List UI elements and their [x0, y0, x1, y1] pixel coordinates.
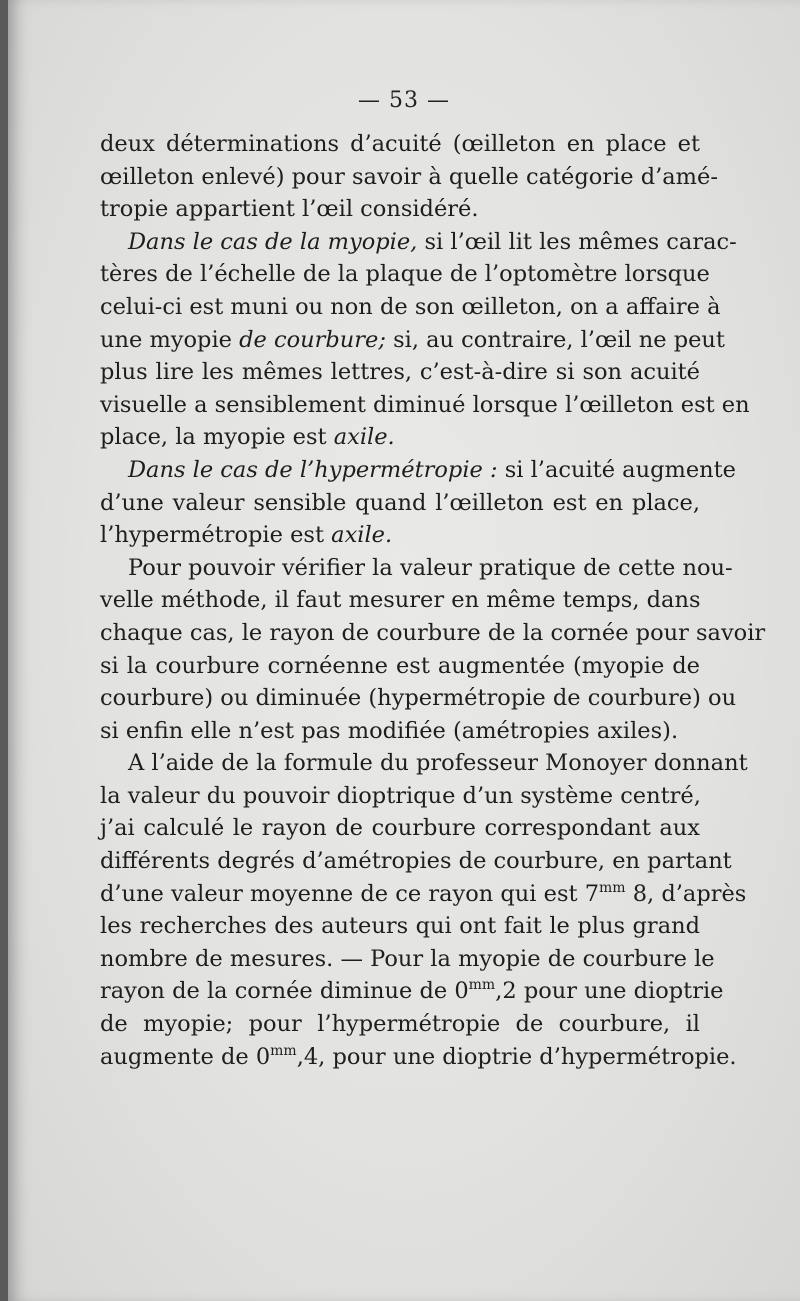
text-span: l’hypermétropie est — [100, 522, 332, 549]
text-line: A l’aide de la formule du professeur Monoyer donnant — [128, 750, 748, 777]
text-line — [100, 519, 700, 552]
text-line: Pour pouvoir vérifier la valeur pratique de cette nou- — [128, 554, 733, 581]
text-line: plus lire les mêmes lettres, c’est-à-dire si son acuité — [100, 359, 700, 386]
text-line: chaque cas, le rayon de courbure de la cornée pour savoir — [100, 619, 766, 646]
italic-phrase: Dans le cas de l’hypermétropie : — [128, 456, 498, 483]
text-line: visuelle a sensiblement diminué lorsque l’œilleton est en — [100, 391, 750, 418]
italic-phrase: axile. — [331, 522, 393, 549]
text-span: augmente de 0 — [100, 1043, 271, 1070]
text-line: si la courbure cornéenne est augmentée (myopie de — [100, 652, 700, 679]
superscript-unit: mm — [270, 1042, 297, 1059]
italic-phrase: axile. — [333, 424, 395, 451]
text-span: si l’œil lit les mêmes carac- — [417, 228, 737, 255]
paragraph-4 — [100, 552, 766, 748]
text-line: j’ai calculé le rayon de courbure correspondant aux — [100, 815, 700, 842]
text-line: si enfin elle n’est pas modifiée (amétropies axiles). — [100, 717, 679, 744]
text-line: courbure) ou diminuée (hypermétropie de courbure) ou — [100, 685, 737, 712]
text-line: deux déterminations d’acuité (œilleton en place et — [100, 131, 700, 157]
text-line: velle méthode, il faut mesurer en même temps, dans — [100, 587, 701, 614]
text-span: place, la myopie est — [100, 424, 334, 451]
text-span: 8, d’après — [625, 880, 747, 907]
text-span: si, au contraire, l’œil ne peut — [385, 326, 725, 353]
text-line: nombre de mesures. — Pour la myopie de courbure le — [100, 945, 715, 972]
book-page — [8, 0, 800, 1301]
text-line — [100, 1041, 737, 1074]
page-number: — 53 — — [358, 88, 450, 113]
text-line: œilleton enlevé) pour savoir à quelle catégorie d’amé- — [100, 163, 718, 190]
paragraph-2 — [100, 226, 750, 454]
text-line — [100, 421, 700, 454]
superscript-unit: mm — [468, 977, 496, 994]
body-text — [100, 128, 766, 1073]
text-line — [100, 878, 747, 911]
text-span: une myopie — [100, 326, 240, 353]
italic-phrase: Dans le cas de la myopie, — [128, 228, 418, 255]
text-line — [100, 324, 725, 357]
text-span: ,2 pour une dioptrie — [495, 978, 724, 1005]
text-line: tères de l’échelle de la plaque de l’optomètre lorsque — [100, 261, 710, 288]
text-span: si l’acuité augmente — [497, 456, 736, 483]
paragraph-3 — [100, 454, 736, 552]
paragraph-5 — [100, 747, 748, 1073]
text-line — [100, 454, 736, 487]
text-line: tropie appartient l’œil considéré. — [100, 196, 479, 223]
text-line — [100, 975, 724, 1008]
text-span: ,4, pour une dioptrie d’hypermétropie. — [296, 1043, 737, 1070]
text-line: celui-ci est muni ou non de son œilleton, on a affaire à — [100, 293, 721, 320]
superscript-unit: mm — [599, 879, 626, 896]
text-line: les recherches des auteurs qui ont fait le plus grand — [100, 913, 700, 940]
text-line: la valeur du pouvoir dioptrique d’un système centré, — [100, 782, 701, 809]
text-line — [100, 226, 737, 259]
text-line: de myopie; pour l’hypermétropie de courbure, il — [100, 1011, 700, 1038]
text-line: d’une valeur sensible quand l’œilleton est en place, — [100, 489, 700, 516]
text-span: rayon de la cornée diminue de 0 — [100, 978, 469, 1005]
text-line: différents degrés d’amétropies de courbure, en partant — [100, 848, 732, 875]
text-span: d’une valeur moyenne de ce rayon qui est 7 — [100, 880, 600, 907]
italic-phrase: de courbure; — [239, 326, 386, 353]
paragraph-1 — [100, 128, 718, 226]
